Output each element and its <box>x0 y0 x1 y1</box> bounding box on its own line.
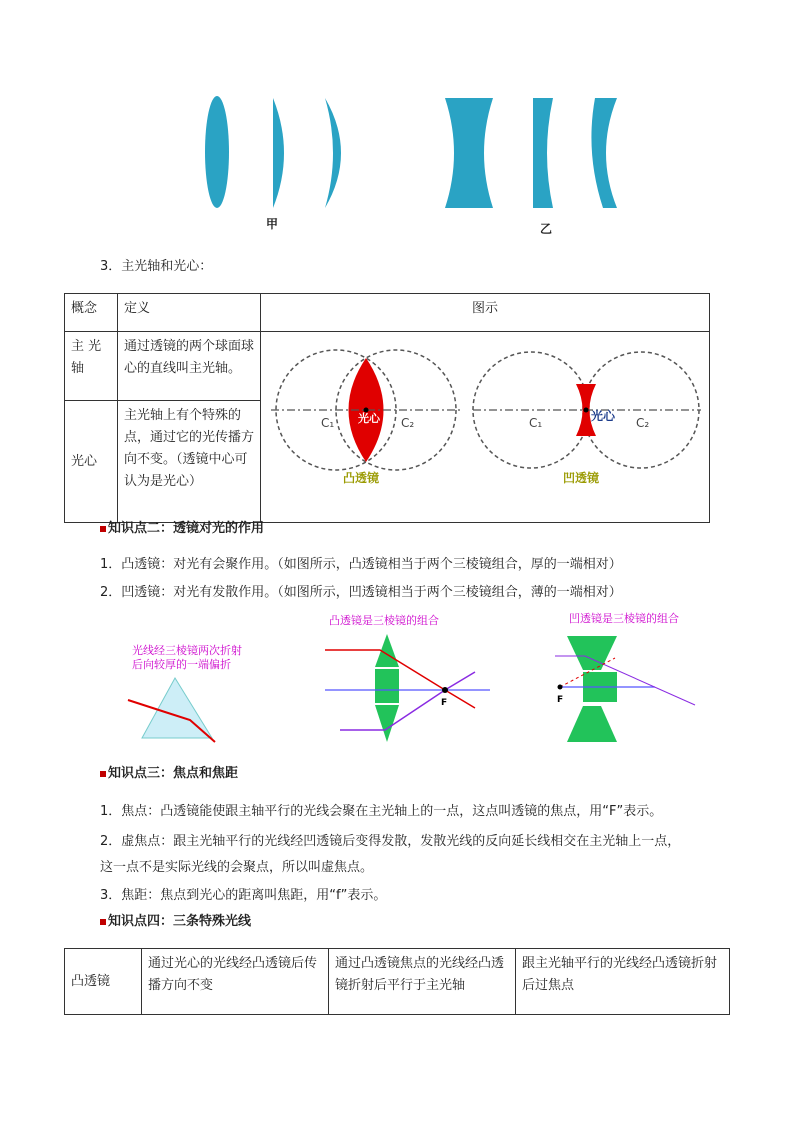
concave-caption: 凹透镜 <box>563 471 600 485</box>
definition-main-axis: 通过透镜的两个球面球心的直线叫主光轴。 <box>118 332 261 401</box>
upper-prism-concave <box>567 636 617 670</box>
convex-combo-caption: 凸透镜是三棱镜的组合 <box>329 614 439 627</box>
convex-c1-label: C₁ <box>321 416 335 430</box>
label-convex-group: 甲 <box>266 217 279 231</box>
kp2-heading <box>100 518 264 540</box>
axis-center-table <box>64 293 710 523</box>
bullet-square-icon <box>100 771 106 777</box>
concave-focus-label: F <box>557 695 564 705</box>
concave-meniscus-lens <box>591 98 617 208</box>
rays-cell-2: 通过凸透镜焦点的光线经凸透镜折射后平行于主光轴 <box>329 949 516 1015</box>
biconcave-lens <box>445 98 493 208</box>
concave-c1-label: C₁ <box>529 416 543 430</box>
lower-prism-concave <box>567 706 617 742</box>
kp2-title: 知识点二：透镜对光的作用 <box>108 521 265 536</box>
plano-concave-lens <box>533 98 553 208</box>
concave-c2-label: C₂ <box>636 416 650 430</box>
convex-caption: 凸透镜 <box>343 471 380 485</box>
kp3-heading <box>100 763 238 785</box>
special-rays-table <box>64 948 730 1015</box>
middle-block <box>375 669 399 703</box>
kp3-line1: 1．焦点：凸透镜能使跟主轴平行的光线会聚在主光轴上的一点，这点叫透镜的焦点，用“F”表示。 <box>100 804 663 819</box>
convex-focus-label: F <box>441 698 448 708</box>
prism-caption-2: 后向较厚的一端偏折 <box>132 658 231 671</box>
concave-combo-caption: 凹透镜是三棱镜的组合 <box>569 612 679 625</box>
kp3-line2a: 2．虚焦点：跟主光轴平行的光线经凹透镜后变得发散，发散光线的反向延长线相交在主光轴上一点， <box>100 834 681 849</box>
concept-optical-center: 光心 <box>65 401 118 523</box>
definition-optical-center: 主光轴上有个特殊的点，通过它的光传播方向不变。（透镜中心可认为是光心） <box>118 401 261 523</box>
kp4-title: 知识点四：三条特殊光线 <box>108 914 252 929</box>
concave-combo-figure <box>555 610 705 745</box>
convex-meniscus-lens <box>325 98 341 208</box>
kp3-line3: 3．焦距：焦点到光心的距离叫焦距，用“f”表示。 <box>100 888 387 903</box>
axis-figure-cell <box>261 332 710 523</box>
label-concave-group: 乙 <box>540 222 553 236</box>
kp4-heading <box>100 911 251 933</box>
concave-center-label: 光心 <box>591 409 616 423</box>
convex-center-label: 光心 <box>358 412 380 425</box>
kp3-title: 知识点三：焦点和焦距 <box>108 766 239 781</box>
rays-cell-1: 通过光心的光线经凸透镜后传播方向不变 <box>142 949 329 1015</box>
concept-main-axis: 主 光轴 <box>65 332 118 401</box>
section3-title: 3．主光轴和光心： <box>100 259 213 274</box>
convex-combo-figure <box>325 612 495 747</box>
lens-shapes-figure <box>195 90 625 235</box>
header-definition: 定义 <box>118 294 261 332</box>
kp2-line1: 1．凸透镜：对光有会聚作用。（如图所示，凸透镜相当于两个三棱镜组合，厚的一端相对） <box>100 557 622 572</box>
plano-convex-lens <box>273 98 284 208</box>
bullet-square-icon <box>100 919 106 925</box>
header-figure: 图示 <box>261 294 710 332</box>
convex-c2-label: C₂ <box>401 416 415 430</box>
rays-row-label: 凸透镜 <box>65 949 142 1015</box>
kp2-line2: 2．凹透镜：对光有发散作用。（如图所示，凹透镜相当于两个三棱镜组合，薄的一端相对） <box>100 585 622 600</box>
kp3-line2b: 这一点不是实际光线的会聚点，所以叫虚焦点。 <box>100 860 374 875</box>
bullet-square-icon <box>100 526 106 532</box>
prism-figure <box>120 640 242 745</box>
axis-diagram <box>261 332 701 514</box>
header-concept: 概念 <box>65 294 118 332</box>
rays-cell-3: 跟主光轴平行的光线经凸透镜折射后过焦点 <box>516 949 730 1015</box>
prism-caption-1: 光线经三棱镜两次折射 <box>132 644 242 657</box>
biconvex-lens <box>205 96 229 208</box>
